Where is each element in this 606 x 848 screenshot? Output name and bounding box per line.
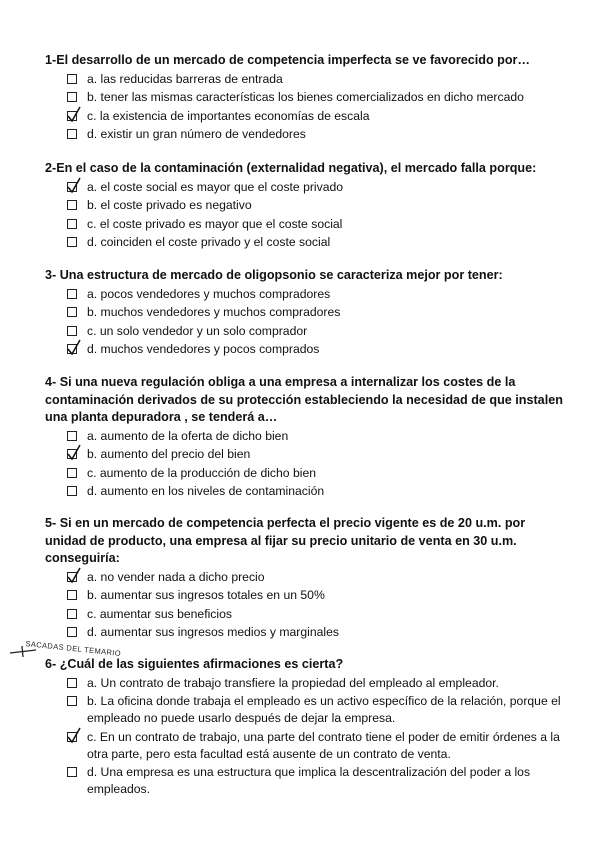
checkbox-icon[interactable] (67, 219, 77, 229)
question-5-option-d[interactable]: d. aumentar sus ingresos medios y marginales (67, 624, 565, 641)
question-5-option-b[interactable]: b. aumentar sus ingresos totales en un 50% (67, 587, 565, 604)
question-1-title: 1-El desarrollo de un mercado de competencia imperfecta se ve favorecido por… (45, 53, 531, 67)
question-6-options (67, 675, 565, 799)
question-4-title: 4- Si una nueva regulación obliga a una empresa a internalizar los costes de la contaminación derivados de su protección estableciendo la necesidad de que instalen una planta depuradora , se tenderá a… (45, 375, 563, 424)
question-4-option-d[interactable]: d. aumento en los niveles de contaminación (67, 483, 565, 500)
question-6-option-d[interactable]: d. Una empresa es una estructura que implica la descentralización del poder a los empleados. (67, 764, 565, 798)
checkbox-checked-icon[interactable] (67, 182, 77, 192)
question-5-title: 5- Si en un mercado de competencia perfecta el precio vigente es de 20 u.m. por unidad de producto, una empresa al fijar su precio unitario de venta en 30 u.m. conseguiría: (45, 516, 526, 565)
checkbox-icon[interactable] (67, 326, 77, 336)
question-6-title: 6- ¿Cuál de las siguientes afirmaciones es cierta? (45, 657, 344, 671)
question-1-options (67, 71, 565, 144)
question-4 (45, 374, 565, 502)
question-5-option-a[interactable]: a. no vender nada a dicho precio (67, 569, 565, 586)
checkbox-checked-icon[interactable] (67, 344, 77, 354)
checkbox-icon[interactable] (67, 431, 77, 441)
question-6 (45, 656, 565, 800)
checkbox-checked-icon[interactable] (67, 732, 77, 742)
question-3-options (67, 286, 565, 359)
question-2-options (67, 179, 565, 252)
question-3-option-b[interactable]: b. muchos vendedores y muchos compradores (67, 304, 565, 321)
question-2-option-c[interactable]: c. el coste privado es mayor que el coste social (67, 216, 565, 233)
question-6-option-c[interactable]: c. En un contrato de trabajo, una parte del contrato tiene el poder de emitir órdenes a la otra parte, pero esta facultad está ausente de un contrato de venta. (67, 729, 565, 763)
checkbox-icon[interactable] (67, 289, 77, 299)
checkbox-checked-icon[interactable] (67, 572, 77, 582)
question-3-option-d[interactable]: d. muchos vendedores y pocos comprados (67, 341, 565, 358)
question-2 (45, 160, 565, 253)
checkbox-icon[interactable] (67, 129, 77, 139)
question-5 (45, 515, 565, 643)
question-5-options (67, 569, 565, 642)
question-4-options (67, 428, 565, 501)
question-3-option-a[interactable]: a. pocos vendedores y muchos compradores (67, 286, 565, 303)
question-3-title: 3- Una estructura de mercado de oligopsonio se caracteriza mejor por tener: (45, 268, 503, 282)
checkbox-checked-icon[interactable] (67, 449, 77, 459)
checkbox-icon[interactable] (67, 767, 77, 777)
handwritten-note-text: SACADAS DEL TEMARIO (25, 639, 122, 658)
question-6-option-b[interactable]: b. La oficina donde trabaja el empleado es un activo específico de la relación, porque el empleado no puede usarlo después de dejar la empresa. (67, 693, 565, 727)
question-6-option-a[interactable]: a. Un contrato de trabajo transfiere la propiedad del empleado al empleador. (67, 675, 565, 692)
question-3 (45, 267, 565, 360)
question-1 (45, 52, 565, 145)
question-5-option-c[interactable]: c. aumentar sus beneficios (67, 606, 565, 623)
question-2-option-b[interactable]: b. el coste privado es negativo (67, 197, 565, 214)
checkbox-icon[interactable] (67, 200, 77, 210)
question-1-option-b[interactable]: b. tener las mismas características los bienes comercializados en dicho mercado (67, 89, 565, 106)
checkbox-icon[interactable] (67, 590, 77, 600)
question-4-option-b[interactable]: b. aumento del precio del bien (67, 446, 565, 463)
question-2-option-d[interactable]: d. coinciden el coste privado y el coste social (67, 234, 565, 251)
question-2-option-a[interactable]: a. el coste social es mayor que el coste privado (67, 179, 565, 196)
checkbox-icon[interactable] (67, 696, 77, 706)
checkbox-checked-icon[interactable] (67, 111, 77, 121)
checkbox-icon[interactable] (67, 74, 77, 84)
checkbox-icon[interactable] (67, 92, 77, 102)
checkbox-icon[interactable] (67, 307, 77, 317)
question-4-option-c[interactable]: c. aumento de la producción de dicho bien (67, 465, 565, 482)
question-2-title: 2-En el caso de la contaminación (externalidad negativa), el mercado falla porque: (45, 161, 537, 175)
question-4-option-a[interactable]: a. aumento de la oferta de dicho bien (67, 428, 565, 445)
checkbox-icon[interactable] (67, 609, 77, 619)
question-3-option-c[interactable]: c. un solo vendedor y un solo comprador (67, 323, 565, 340)
checkbox-icon[interactable] (67, 237, 77, 247)
question-1-option-a[interactable]: a. las reducidas barreras de entrada (67, 71, 565, 88)
question-1-option-d[interactable]: d. existir un gran número de vendedores (67, 126, 565, 143)
checkbox-icon[interactable] (67, 678, 77, 688)
checkbox-icon[interactable] (67, 468, 77, 478)
checkbox-icon[interactable] (67, 486, 77, 496)
question-1-option-c[interactable]: c. la existencia de importantes economías de escala (67, 108, 565, 125)
checkbox-icon[interactable] (67, 627, 77, 637)
